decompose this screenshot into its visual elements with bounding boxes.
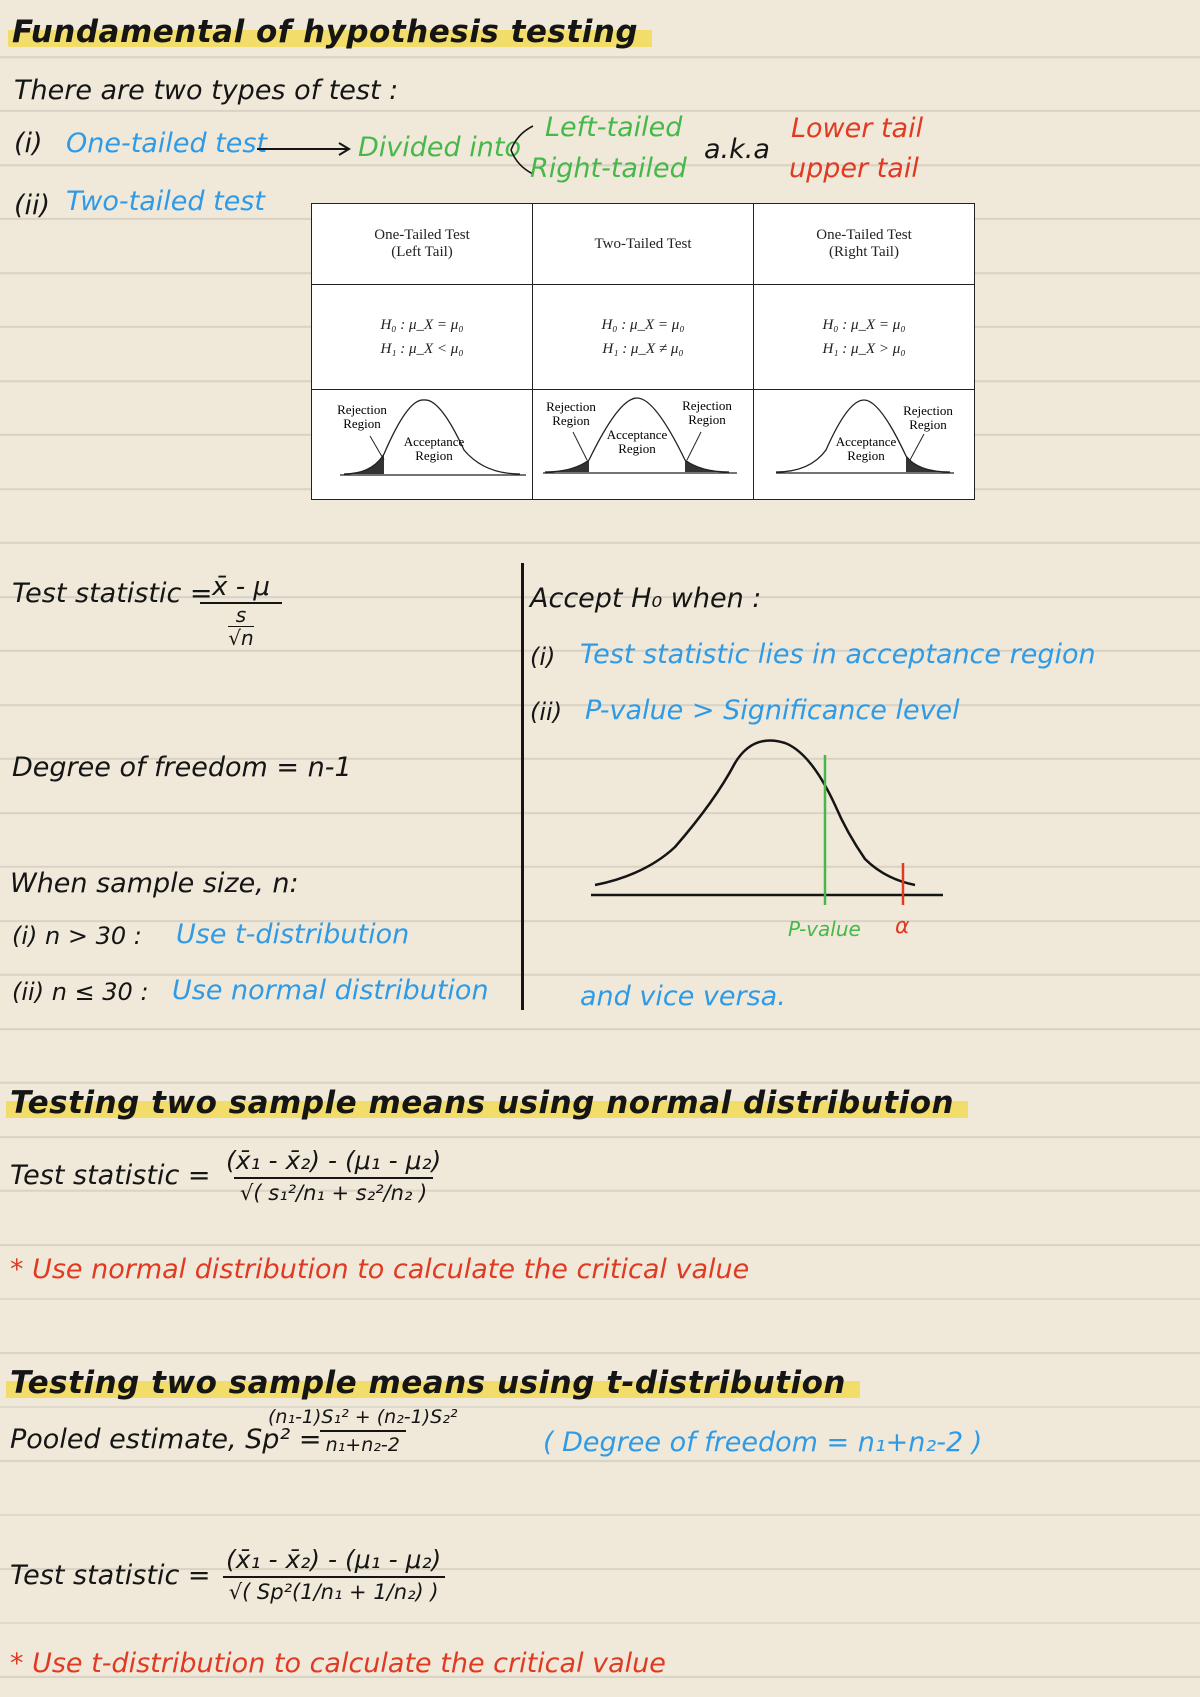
normal-curve-left-icon bbox=[312, 390, 532, 499]
normal-curve-right-icon bbox=[754, 390, 974, 499]
accept-cond2: P-value > Significance level bbox=[585, 695, 960, 726]
hypotheses-right: H₀ : μ_X = μ₀ H₁ : μ_X > μ₀ bbox=[754, 285, 975, 390]
normal-formula-numerator: (x̄₁ - x̄₂) - (μ₁ - μ₂) bbox=[226, 1146, 442, 1175]
t-note: * Use t-distribution to calculate the critical value bbox=[10, 1648, 666, 1679]
t-degree-of-freedom: ( Degree of freedom = n₁+n₂-2 ) bbox=[543, 1427, 983, 1458]
column-divider bbox=[521, 563, 524, 1010]
formula-numerator: x̄ - μ bbox=[212, 572, 270, 602]
one-tailed-label: One-tailed test bbox=[66, 128, 268, 159]
svg-text:Region: Region bbox=[343, 416, 381, 431]
svg-text:Acceptance: Acceptance bbox=[835, 434, 897, 449]
use-normal-distribution: Use normal distribution bbox=[172, 975, 489, 1006]
t-formula-numerator: (x̄₁ - x̄₂) - (μ₁ - μ₂) bbox=[226, 1545, 442, 1574]
case-small-n: (ii) n ≤ 30 : bbox=[12, 978, 149, 1006]
divided-into: Divided into bbox=[358, 132, 521, 163]
svg-text:Region: Region bbox=[847, 448, 885, 463]
normal-test-stat-label: Test statistic = bbox=[10, 1160, 211, 1191]
t-section-title: Testing two sample means using t-distribution bbox=[6, 1365, 860, 1401]
page-title: Fundamental of hypothesis testing bbox=[8, 14, 652, 50]
two-tailed-label: Two-tailed test bbox=[66, 186, 265, 217]
lower-tail: Lower tail bbox=[791, 113, 924, 144]
normal-curve-two-icon bbox=[533, 390, 753, 499]
aka: a.k.a bbox=[704, 134, 770, 165]
formula-den-den: √n bbox=[228, 626, 254, 650]
two-tailed-index: (ii) bbox=[14, 190, 51, 221]
hypotheses-two: H₀ : μ_X = μ₀ H₁ : μ_X ≠ μ₀ bbox=[533, 285, 754, 390]
svg-text:Region: Region bbox=[552, 413, 590, 428]
test-statistic-label: Test statistic = bbox=[12, 578, 213, 609]
right-tailed: Right-tailed bbox=[530, 153, 687, 184]
left-tailed: Left-tailed bbox=[545, 112, 683, 143]
t-test-stat-label: Test statistic = bbox=[10, 1560, 211, 1591]
svg-text:Region: Region bbox=[618, 441, 656, 456]
accept-cond1-index: (i) bbox=[530, 643, 556, 671]
vice-versa: and vice versa. bbox=[580, 981, 786, 1012]
p-value-marker-label: P-value bbox=[788, 917, 861, 941]
test-statistic-formula bbox=[200, 572, 282, 649]
alpha-marker-label: α bbox=[895, 914, 910, 939]
p-value-curve-icon bbox=[585, 735, 945, 905]
svg-text:Rejection: Rejection bbox=[546, 399, 596, 414]
normal-formula-denominator: √( s₁²/n₁ + s₂²/n₂ ) bbox=[234, 1177, 433, 1205]
accept-cond1: Test statistic lies in acceptance region bbox=[580, 639, 1096, 670]
rejection-label: Rejection bbox=[337, 402, 387, 417]
case-large-n: (i) n > 30 : bbox=[12, 922, 142, 950]
accept-h0-title: Accept H₀ when : bbox=[530, 583, 762, 614]
pooled-denominator: n₁+n₂-2 bbox=[320, 1430, 406, 1456]
svg-text:Region: Region bbox=[909, 417, 947, 432]
header-two-tailed: Two-Tailed Test bbox=[533, 204, 754, 285]
curve-right-tail bbox=[754, 390, 975, 500]
use-t-distribution: Use t-distribution bbox=[176, 919, 410, 950]
hypothesis-table bbox=[311, 203, 975, 500]
svg-text:Region: Region bbox=[415, 448, 453, 463]
svg-text:Rejection: Rejection bbox=[903, 403, 953, 418]
pooled-estimate-formula bbox=[262, 1406, 463, 1456]
pooled-numerator: (n₁-1)S₁² + (n₂-1)S₂² bbox=[268, 1406, 458, 1428]
degree-of-freedom: Degree of freedom = n-1 bbox=[12, 752, 352, 783]
formula-den-num: s bbox=[235, 603, 247, 627]
svg-text:Region: Region bbox=[688, 412, 726, 427]
hypotheses-left: H₀ : μ_X = μ₀ H₁ : μ_X < μ₀ bbox=[312, 285, 533, 390]
normal-section-title: Testing two sample means using normal distribution bbox=[6, 1085, 968, 1121]
types-intro: There are two types of test : bbox=[14, 75, 399, 106]
pooled-estimate-label: Pooled estimate, Sp² = bbox=[10, 1424, 322, 1455]
normal-test-stat-formula bbox=[220, 1146, 447, 1205]
acceptance-label: Acceptance bbox=[403, 434, 465, 449]
svg-text:Rejection: Rejection bbox=[682, 398, 732, 413]
t-formula-denominator: √( Sp²(1/n₁ + 1/n₂) ) bbox=[223, 1576, 445, 1604]
t-test-stat-formula bbox=[220, 1545, 447, 1604]
curve-left-tail bbox=[312, 390, 533, 500]
arrow-right-icon bbox=[255, 138, 355, 160]
curve-two-tailed bbox=[533, 390, 754, 500]
svg-text:Acceptance: Acceptance bbox=[606, 427, 668, 442]
upper-tail: upper tail bbox=[789, 153, 919, 184]
header-right-tail: One-Tailed Test (Right Tail) bbox=[754, 204, 975, 285]
header-left-tail: One-Tailed Test (Left Tail) bbox=[312, 204, 533, 285]
sample-size-label: When sample size, n: bbox=[10, 868, 299, 899]
normal-note: * Use normal distribution to calculate the critical value bbox=[10, 1254, 750, 1285]
accept-cond2-index: (ii) bbox=[530, 698, 563, 726]
one-tailed-index: (i) bbox=[14, 128, 43, 159]
